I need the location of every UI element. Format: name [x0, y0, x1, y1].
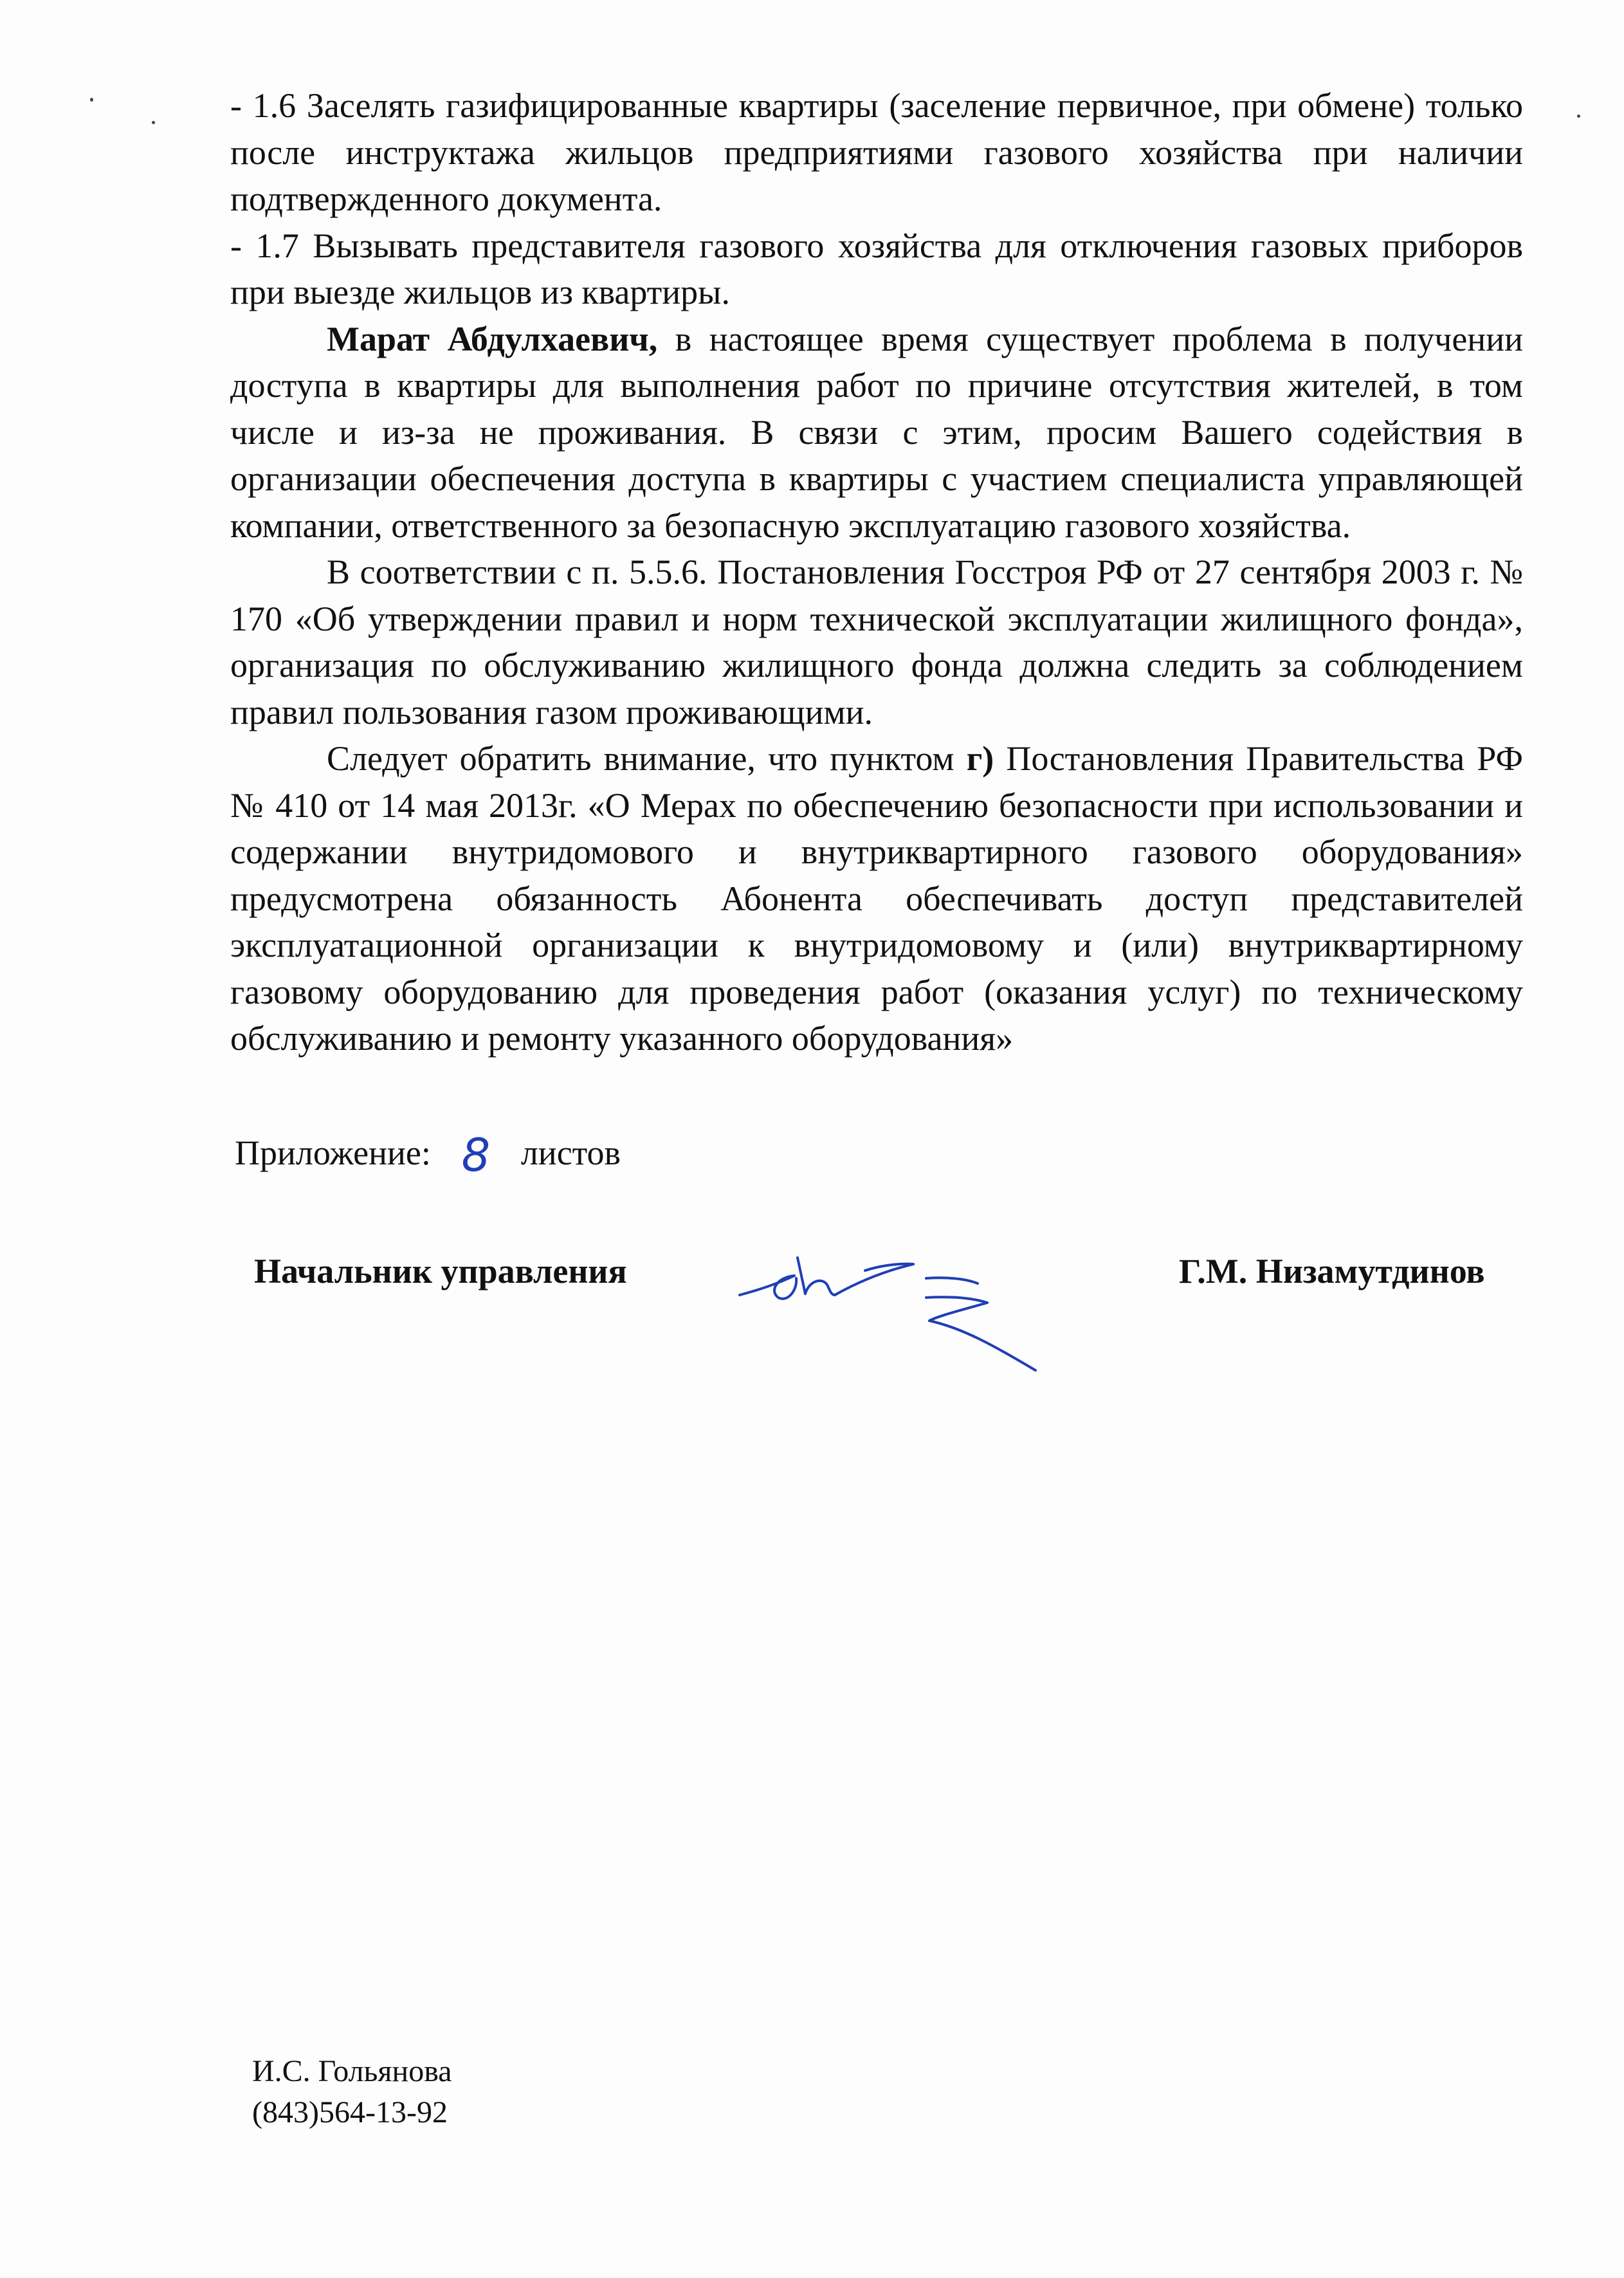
- scan-speck: [152, 121, 155, 124]
- paragraph-item-1-7: - 1.7 Вызывать представителя газового хозяйства для отключения газовых приборов при выезде жильцов из квартиры.: [230, 226, 1523, 311]
- paragraph-item-1-6: - 1.6 Заселять газифицированные квартиры (заселение первичное, при обмене) только после инструктажа жильцов предприятиями газового хозяйства при наличии подтвержденного документа.: [230, 86, 1523, 218]
- request-text: в настоящее время существует проблема в получении доступа в квартиры для выполнения работ по причине отсутствия жителей, в том числе и из-за не проживания. В связи с этим, просим Вашего содействия в организации обеспечения доступа в квартиры с участием специалиста управляющей компании, ответственного за безопасную эксплуатацию газового хозяйства.: [230, 319, 1523, 545]
- letter-body: [230, 82, 1523, 1062]
- attachment-unit: листов: [520, 1134, 621, 1172]
- paragraph-attention: [230, 735, 1523, 1062]
- scan-speck: [90, 98, 93, 102]
- executor-name: И.С. Гольянова: [252, 2054, 452, 2088]
- signer-name: Г.М. Низамутдинов: [1179, 1252, 1485, 1291]
- scan-speck: [1577, 115, 1580, 118]
- attachment-label: Приложение:: [235, 1134, 431, 1172]
- clause-letter: г): [966, 739, 994, 778]
- executor-phone: (843)564-13-92: [252, 2095, 448, 2129]
- attachment-count: 8: [461, 1129, 491, 1182]
- signature-block: [0, 1251, 1624, 1419]
- paragraph-regulation: В соответствии с п. 5.5.6. Постановления Госстроя РФ от 27 сентября 2003 г. № 170 «Об утверждении правил и норм технической эксплуатации жилищного фонда», организация по обслуживанию жилищного фонда должна следить за соблюдением правил пользования газом проживающими.: [230, 553, 1523, 731]
- attention-text-rest: Постановления Правительства РФ № 410 от 14 мая 2013г. «О Мерах по обеспечению безопасности при использовании и содержании внутридомового и внутриквартирного газового оборудования» предусмотрена обязанность Абонента обеспечивать доступ представителей эксплуатационной организации к внутридомовому и (или) внутриквартирному газовому оборудованию для проведения работ (оказания услуг) по техническому обслуживанию и ремонту указанного оборудования»: [230, 739, 1523, 1058]
- attachment-line: [235, 1126, 621, 1182]
- handwritten-signature: [733, 1238, 1081, 1386]
- executor-footer: [252, 2051, 452, 2133]
- signer-title: Начальник управления: [254, 1252, 627, 1291]
- addressee-name: Марат Абдулхаевич,: [327, 319, 658, 358]
- paragraph-request: [230, 316, 1523, 549]
- attention-text-start: Следует обратить внимание, что пунктом: [327, 739, 967, 778]
